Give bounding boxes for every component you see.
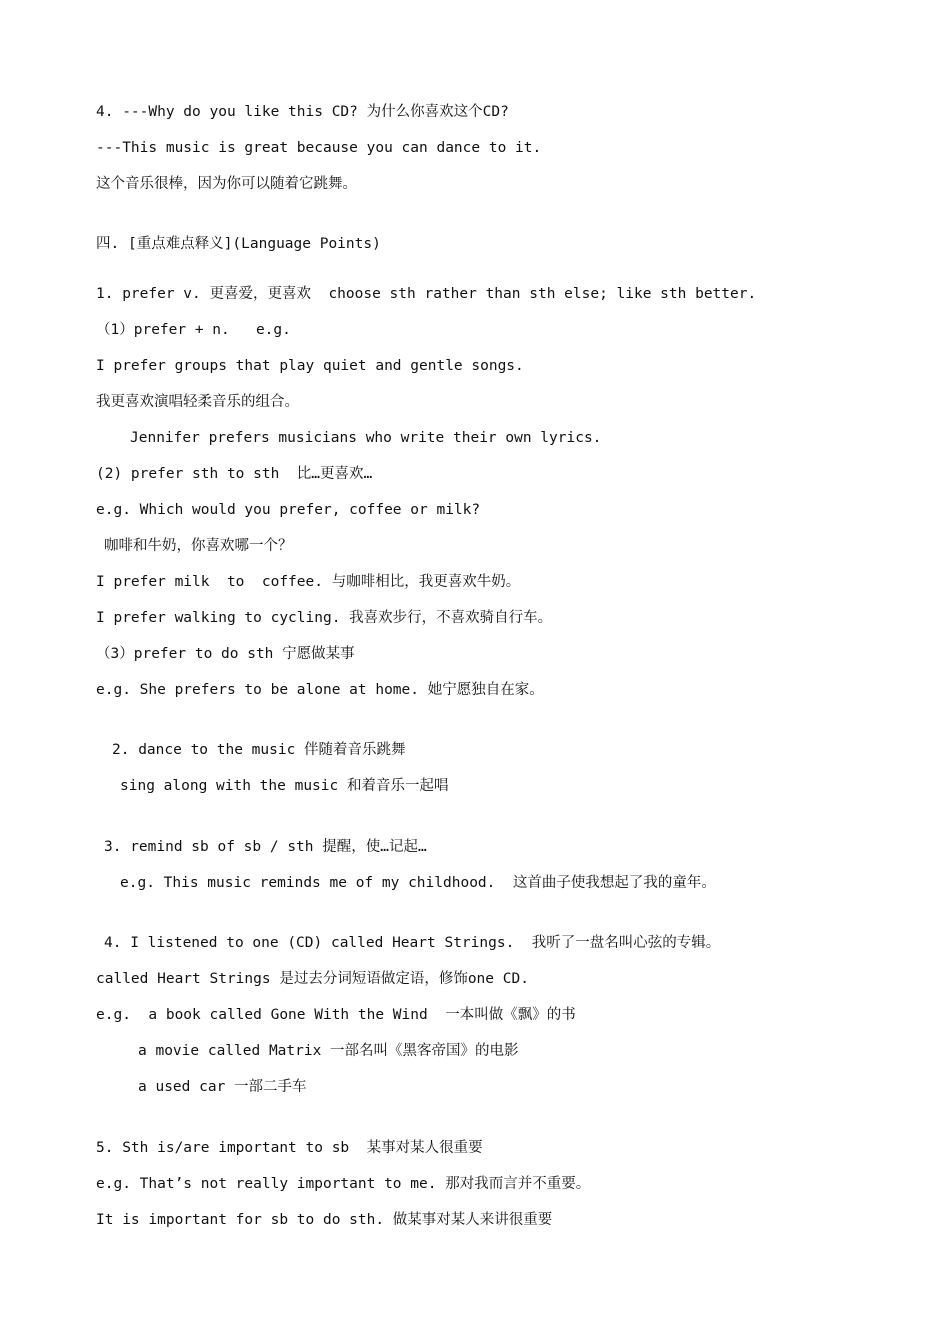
text-line: 1. prefer v. 更喜爱，更喜欢 choose sth rather than sth else; like sth better.: [96, 286, 757, 302]
text-line: 3. remind sb of sb / sth 提醒，使…记起…: [104, 839, 427, 855]
text-line: It is important for sb to do sth. 做某事对某人来讲很重要: [96, 1212, 553, 1228]
text-line: 2. dance to the music 伴随着音乐跳舞: [112, 742, 406, 758]
text-line: 4. I listened to one (CD) called Heart Strings. 我听了一盘名叫心弦的专辑。: [104, 935, 721, 951]
section-heading: 四. [重点难点释义](Language Points): [96, 236, 381, 252]
text-line: e.g. That’s not really important to me. 那对我而言并不重要。: [96, 1176, 591, 1192]
text-line: （3）prefer to do sth 宁愿做某事: [96, 646, 355, 662]
text-line: e.g. a book called Gone With the Wind 一本叫做《飘》的书: [96, 1007, 576, 1023]
text-line: (2) prefer sth to sth 比…更喜欢…: [96, 466, 373, 482]
text-line: a movie called Matrix 一部名叫《黑客帝国》的电影: [138, 1043, 519, 1059]
text-line: e.g. This music reminds me of my childhood. 这首曲子使我想起了我的童年。: [120, 875, 716, 891]
text-line: ---This music is great because you can dance to it.: [96, 140, 542, 156]
text-line: sing along with the music 和着音乐一起唱: [120, 778, 449, 794]
text-line: （1）prefer + n. e.g.: [96, 322, 291, 338]
text-line: 5. Sth is/are important to sb 某事对某人很重要: [96, 1140, 483, 1156]
text-line: 这个音乐很棒，因为你可以随着它跳舞。: [96, 176, 357, 192]
text-line: I prefer groups that play quiet and gentle songs.: [96, 358, 524, 374]
text-line: e.g. Which would you prefer, coffee or milk?: [96, 502, 481, 518]
text-line: I prefer milk to coffee. 与咖啡相比，我更喜欢牛奶。: [96, 574, 521, 590]
text-line: Jennifer prefers musicians who write their own lyrics.: [130, 430, 602, 446]
text-line: 咖啡和牛奶，你喜欢哪一个？: [104, 538, 293, 554]
text-line: 我更喜欢演唱轻柔音乐的组合。: [96, 394, 299, 410]
text-line: e.g. She prefers to be alone at home. 她宁愿独自在家。: [96, 682, 544, 698]
text-line: 4. ---Why do you like this CD? 为什么你喜欢这个CD?: [96, 104, 509, 120]
text-line: I prefer walking to cycling. 我喜欢步行，不喜欢骑自行车。: [96, 610, 553, 626]
text-line: a used car 一部二手车: [138, 1079, 307, 1095]
text-line: called Heart Strings 是过去分词短语做定语，修饰one CD.: [96, 971, 529, 987]
